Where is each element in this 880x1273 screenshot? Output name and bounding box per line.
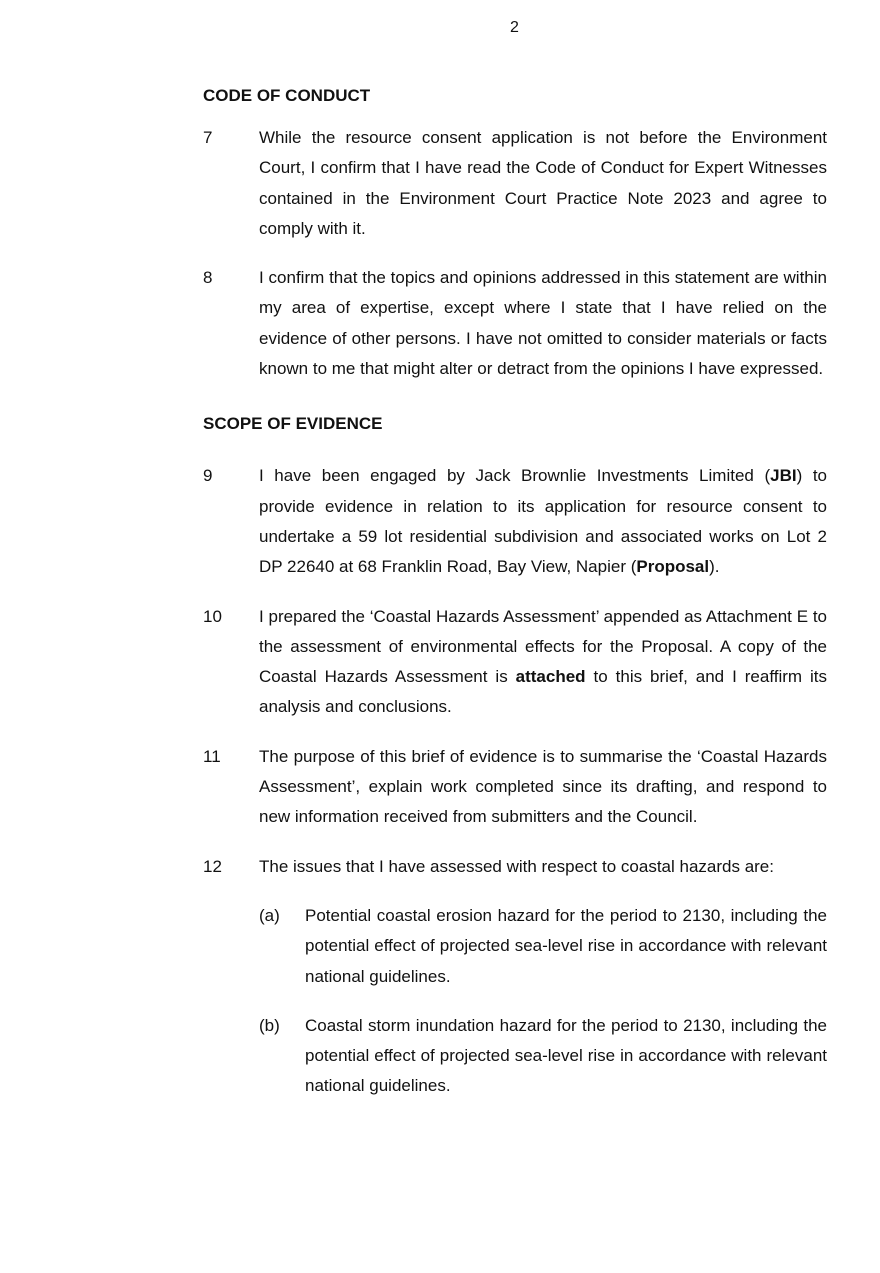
paragraph-text <box>259 461 827 582</box>
heading-scope-of-evidence: SCOPE OF EVIDENCE <box>203 414 383 434</box>
sub-item-label: (b) <box>259 1015 280 1035</box>
text-run: I prepared the ‘Coastal Hazards Assessment’ appended as Attachment E to the assessment of environmental effects for the Proposal. A copy of the Coastal Hazards Assessment is <box>259 606 827 687</box>
paragraph-text <box>259 602 827 723</box>
page-number: 2 <box>510 19 519 36</box>
paragraph-12 <box>203 852 827 882</box>
paragraph-9 <box>203 461 827 582</box>
paragraph-8 <box>203 263 827 384</box>
paragraph-10 <box>203 602 827 723</box>
defined-term-jbi: JBI <box>770 466 797 486</box>
document-body <box>203 84 827 1102</box>
sub-item-label: (a) <box>259 905 280 925</box>
paragraph-number: 11 <box>203 746 221 766</box>
sub-item-text: Coastal storm inundation hazard for the period to 2130, including the potential effect of projected sea-level rise in accordance with relevant national guidelines. <box>305 1015 827 1096</box>
sub-item-b <box>259 1011 827 1102</box>
paragraph-text: The purpose of this brief of evidence is to summarise the ‘Coastal Hazards Assessment’, explain work completed since its drafting, and respond to new information received from submitters and the Council. <box>259 746 827 827</box>
paragraph-number: 10 <box>203 606 222 626</box>
paragraph-text: While the resource consent application is not before the Environment Court, I confirm that I have read the Code of Conduct for Expert Witnesses contained in the Environment Court Practice Note 2023 and agree to comply with it. <box>259 128 827 238</box>
paragraph-7 <box>203 123 827 244</box>
heading-code-of-conduct: CODE OF CONDUCT <box>203 86 371 105</box>
paragraph-number: 7 <box>203 128 213 147</box>
text-run: ) to provide evidence in relation to its application for resource consent to undertake a 59 lot residential subdivision and associated works on Lot 2 DP 22640 at 68 Franklin Road, Bay View, Napier ( <box>259 466 828 577</box>
sub-item-text: Potential coastal erosion hazard for the period to 2130, including the potential effect of projected sea-level rise in accordance with relevant national guidelines. <box>305 905 827 986</box>
paragraph-text: I confirm that the topics and opinions addressed in this statement are within my area of expertise, except where I state that I have relied on the evidence of other persons. I have not omitted to consider materials or facts known to me that might alter or detract from the opinions I have expressed. <box>259 268 827 379</box>
paragraph-text: The issues that I have assessed with respect to coastal hazards are: <box>259 856 774 876</box>
paragraph-number: 9 <box>203 466 213 486</box>
emphasis-attached: attached <box>515 667 586 687</box>
sub-item-a <box>259 901 827 992</box>
paragraph-number: 8 <box>203 268 213 288</box>
paragraph-number: 12 <box>203 856 222 876</box>
text-run: ). <box>709 557 720 577</box>
defined-term-proposal: Proposal <box>636 557 710 577</box>
text-run: I have been engaged by Jack Brownlie Investments Limited ( <box>259 466 771 486</box>
paragraph-11 <box>203 742 827 833</box>
text-run: to this brief, and I reaffirm its analysis and conclusions. <box>259 667 828 717</box>
